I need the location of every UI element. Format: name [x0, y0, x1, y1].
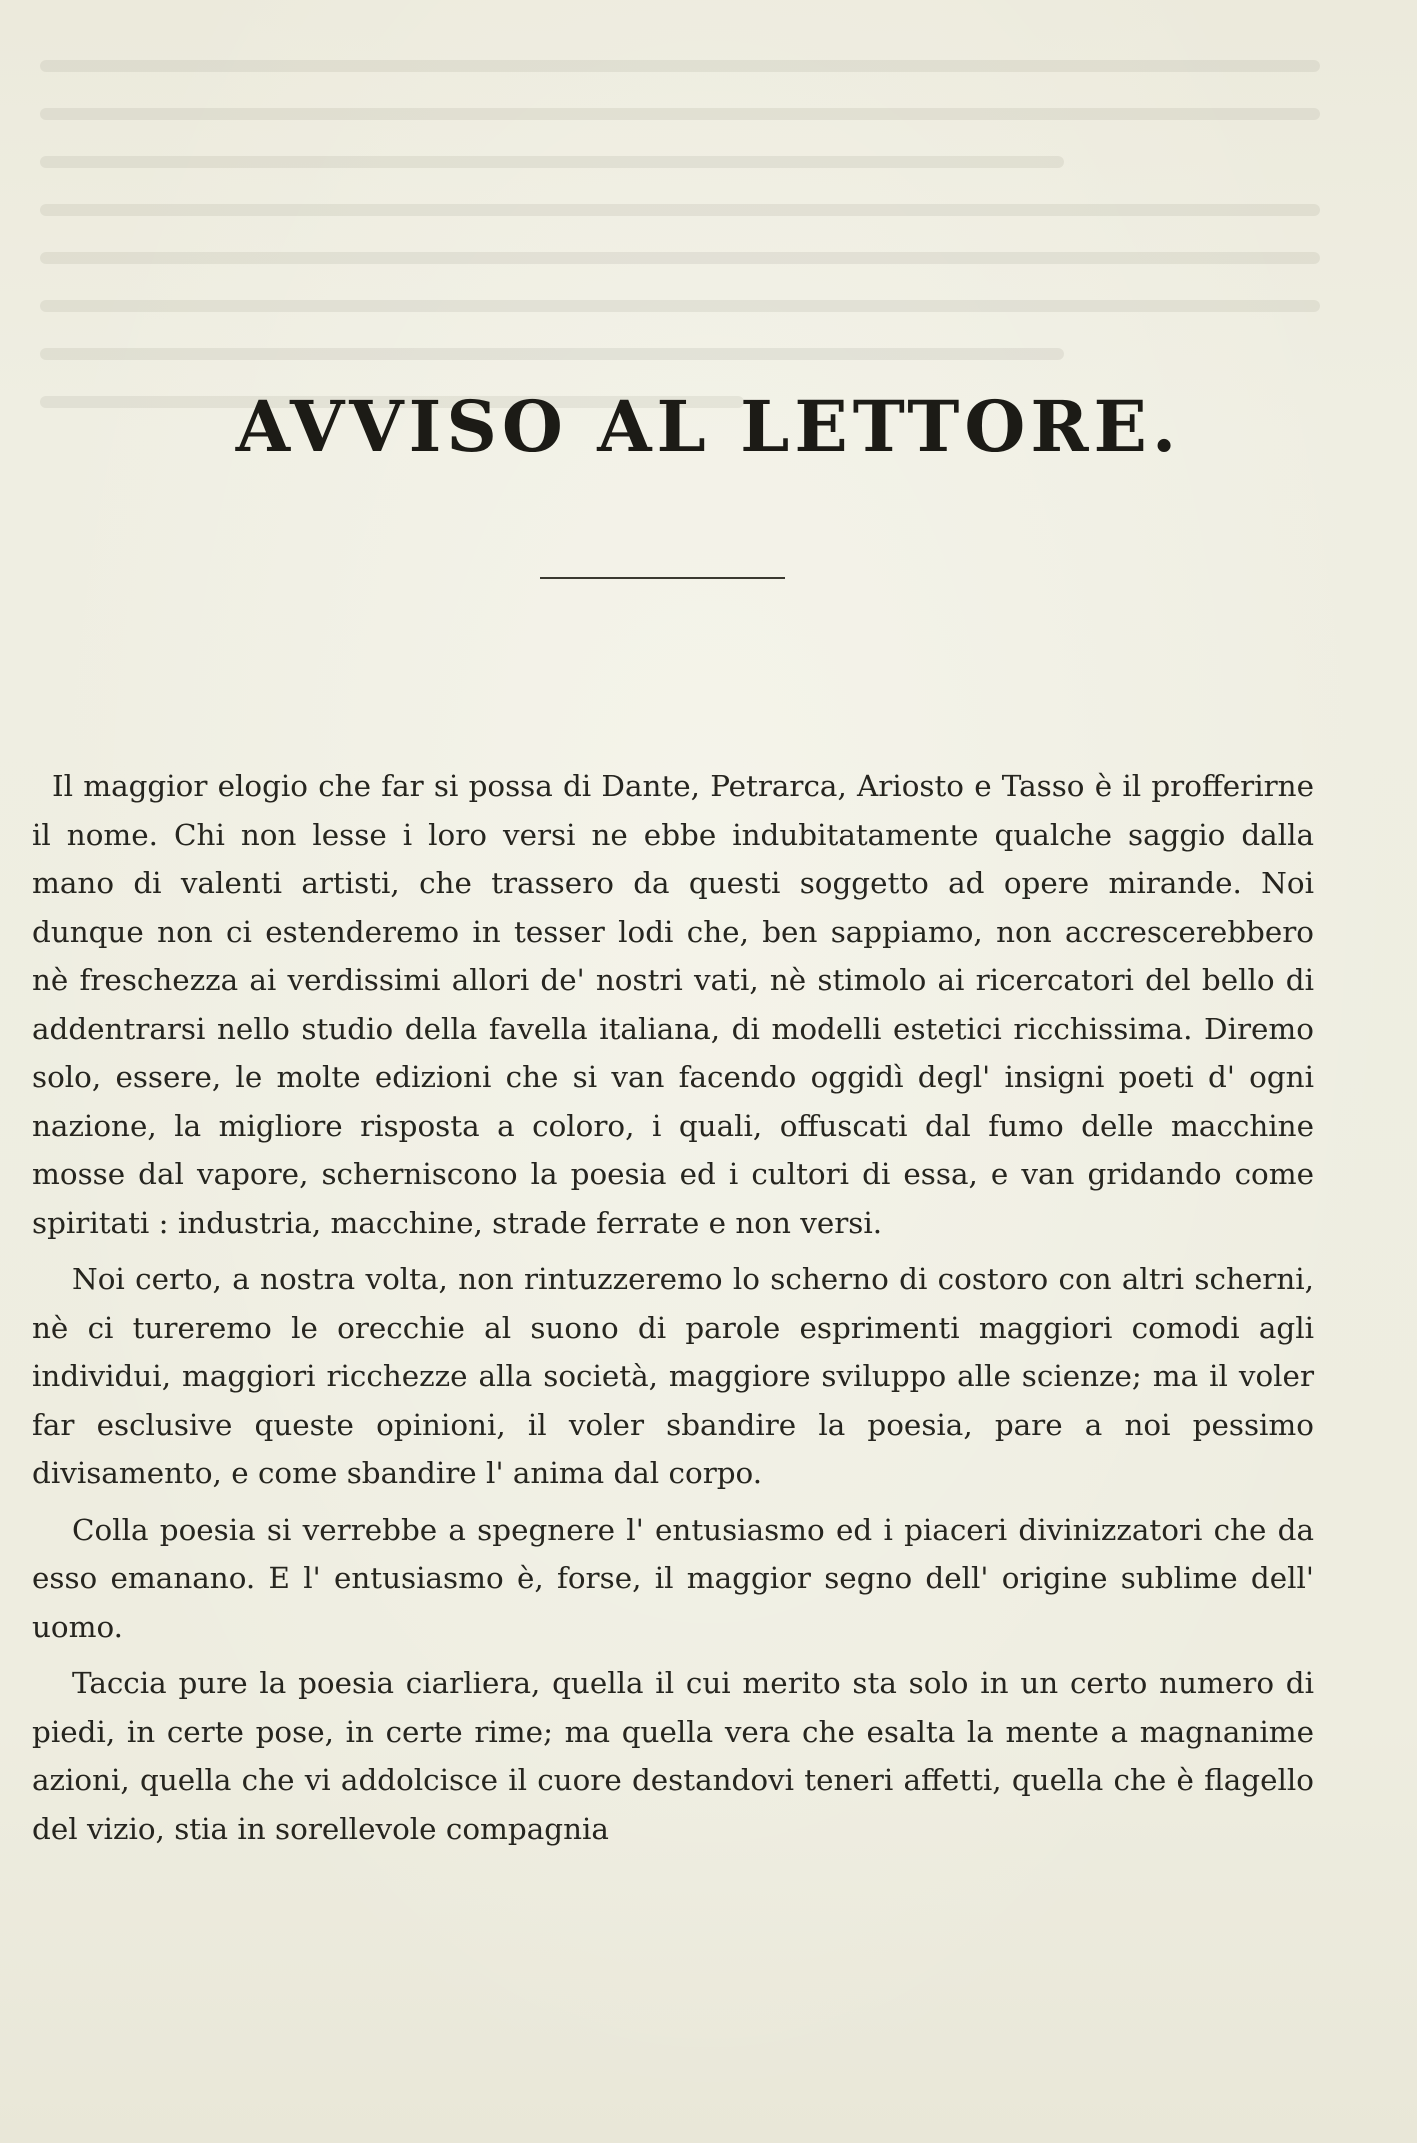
- show-through-text: [40, 60, 1320, 580]
- paragraph: Il maggior elogio che far si possa di Dante, Petrarca, Ariosto e Tasso è il profferirne il nome. Chi non lesse i loro versi ne ebbe indubitatamente qualche saggio dalla mano di valenti artisti, che trassero da questi soggetto ad opere mirande. Noi dunque non ci estenderemo in tesser lodi che, ben sappiamo, non accrescerebbero nè freschezza ai verdissimi allori de' nostri vati, nè stimolo ai ricercatori del bello di addentrarsi nello studio della favella italiana, di modelli estetici ricchissima. Diremo solo, essere, le molte edizioni che si van facendo oggidì degl' insigni poeti d' ogni nazione, la migliore risposta a coloro, i quali, offuscati dal fumo delle macchine mosse dal vapore, scherniscono la poesia ed i cultori di essa, e van gridando come spiritati : industria, macchine, strade ferrate e non versi.: [32, 769, 1314, 1240]
- page-title: AVVISO AL LETTORE.: [235, 385, 1182, 468]
- body-text: [32, 762, 1314, 1861]
- paragraph: Colla poesia si verrebbe a spegnere l' entusiasmo ed i piaceri divinizzatori che da esso emanano. E l' entusiasmo è, forse, il maggior segno dell' origine sublime dell' uomo.: [32, 1512, 1314, 1644]
- title-divider: [540, 577, 785, 579]
- paragraph: Taccia pure la poesia ciarliera, quella il cui merito sta solo in un certo numero di piedi, in certe pose, in certe rime; ma quella vera che esalta la mente a magnanime azioni, quella che vi addolcisce il cuore destandovi teneri affetti, quella che è flagello del vizio, stia in sorellevole compagnia: [32, 1666, 1314, 1846]
- paragraph: Noi certo, a nostra volta, non rintuzzeremo lo scherno di costoro con altri scherni, nè ci tureremo le orecchie al suono di parole esprimenti maggiori comodi agli individui, maggiori ricchezze alla società, maggiore sviluppo alle scienze; ma il voler far esclusive queste opinioni, il voler sbandire la poesia, pare a noi pessimo divisamento, e come sbandire l' anima dal corpo.: [32, 1262, 1314, 1490]
